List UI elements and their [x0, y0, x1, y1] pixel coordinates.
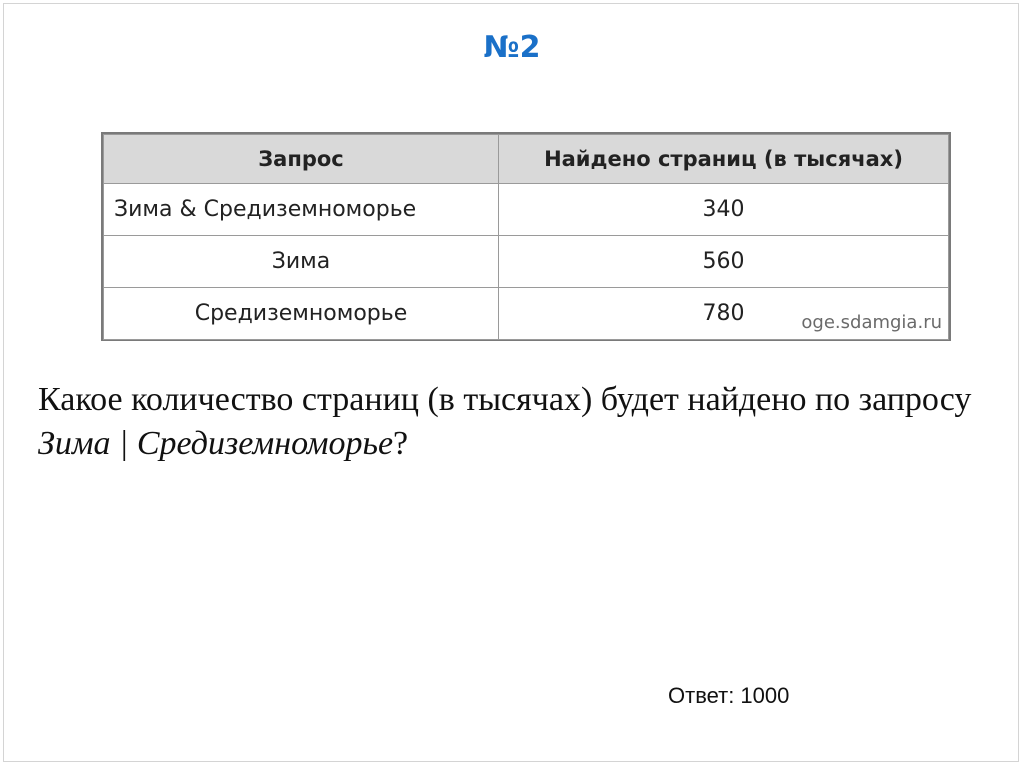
query-results-table [101, 132, 951, 341]
cell-query: Средиземноморье [104, 288, 499, 340]
source-watermark: oge.sdamgia.ru [801, 312, 942, 333]
question-mark: ? [393, 425, 409, 462]
header-query: Запрос [104, 135, 499, 184]
table-row [104, 236, 949, 288]
cell-count: 560 [499, 236, 949, 288]
slide-title: №2 [483, 30, 541, 65]
question-query: Зима | Средиземноморье [38, 425, 394, 462]
question-body: Какое количество страниц (в тысячах) будет найдено по запросу [38, 381, 972, 418]
cell-count: 780 [702, 301, 745, 326]
cell-count-with-watermark [499, 288, 949, 340]
cell-query: Зима [104, 236, 499, 288]
table-row [104, 184, 949, 236]
answer-text: Ответ: 1000 [668, 683, 790, 708]
question-text [38, 378, 998, 466]
cell-count: 340 [499, 184, 949, 236]
cell-query: Зима & Средиземноморье [104, 184, 499, 236]
table-header-row [104, 135, 949, 184]
table [103, 134, 949, 340]
header-pages-found: Найдено страниц (в тысячах) [499, 135, 949, 184]
table-row [104, 288, 949, 340]
